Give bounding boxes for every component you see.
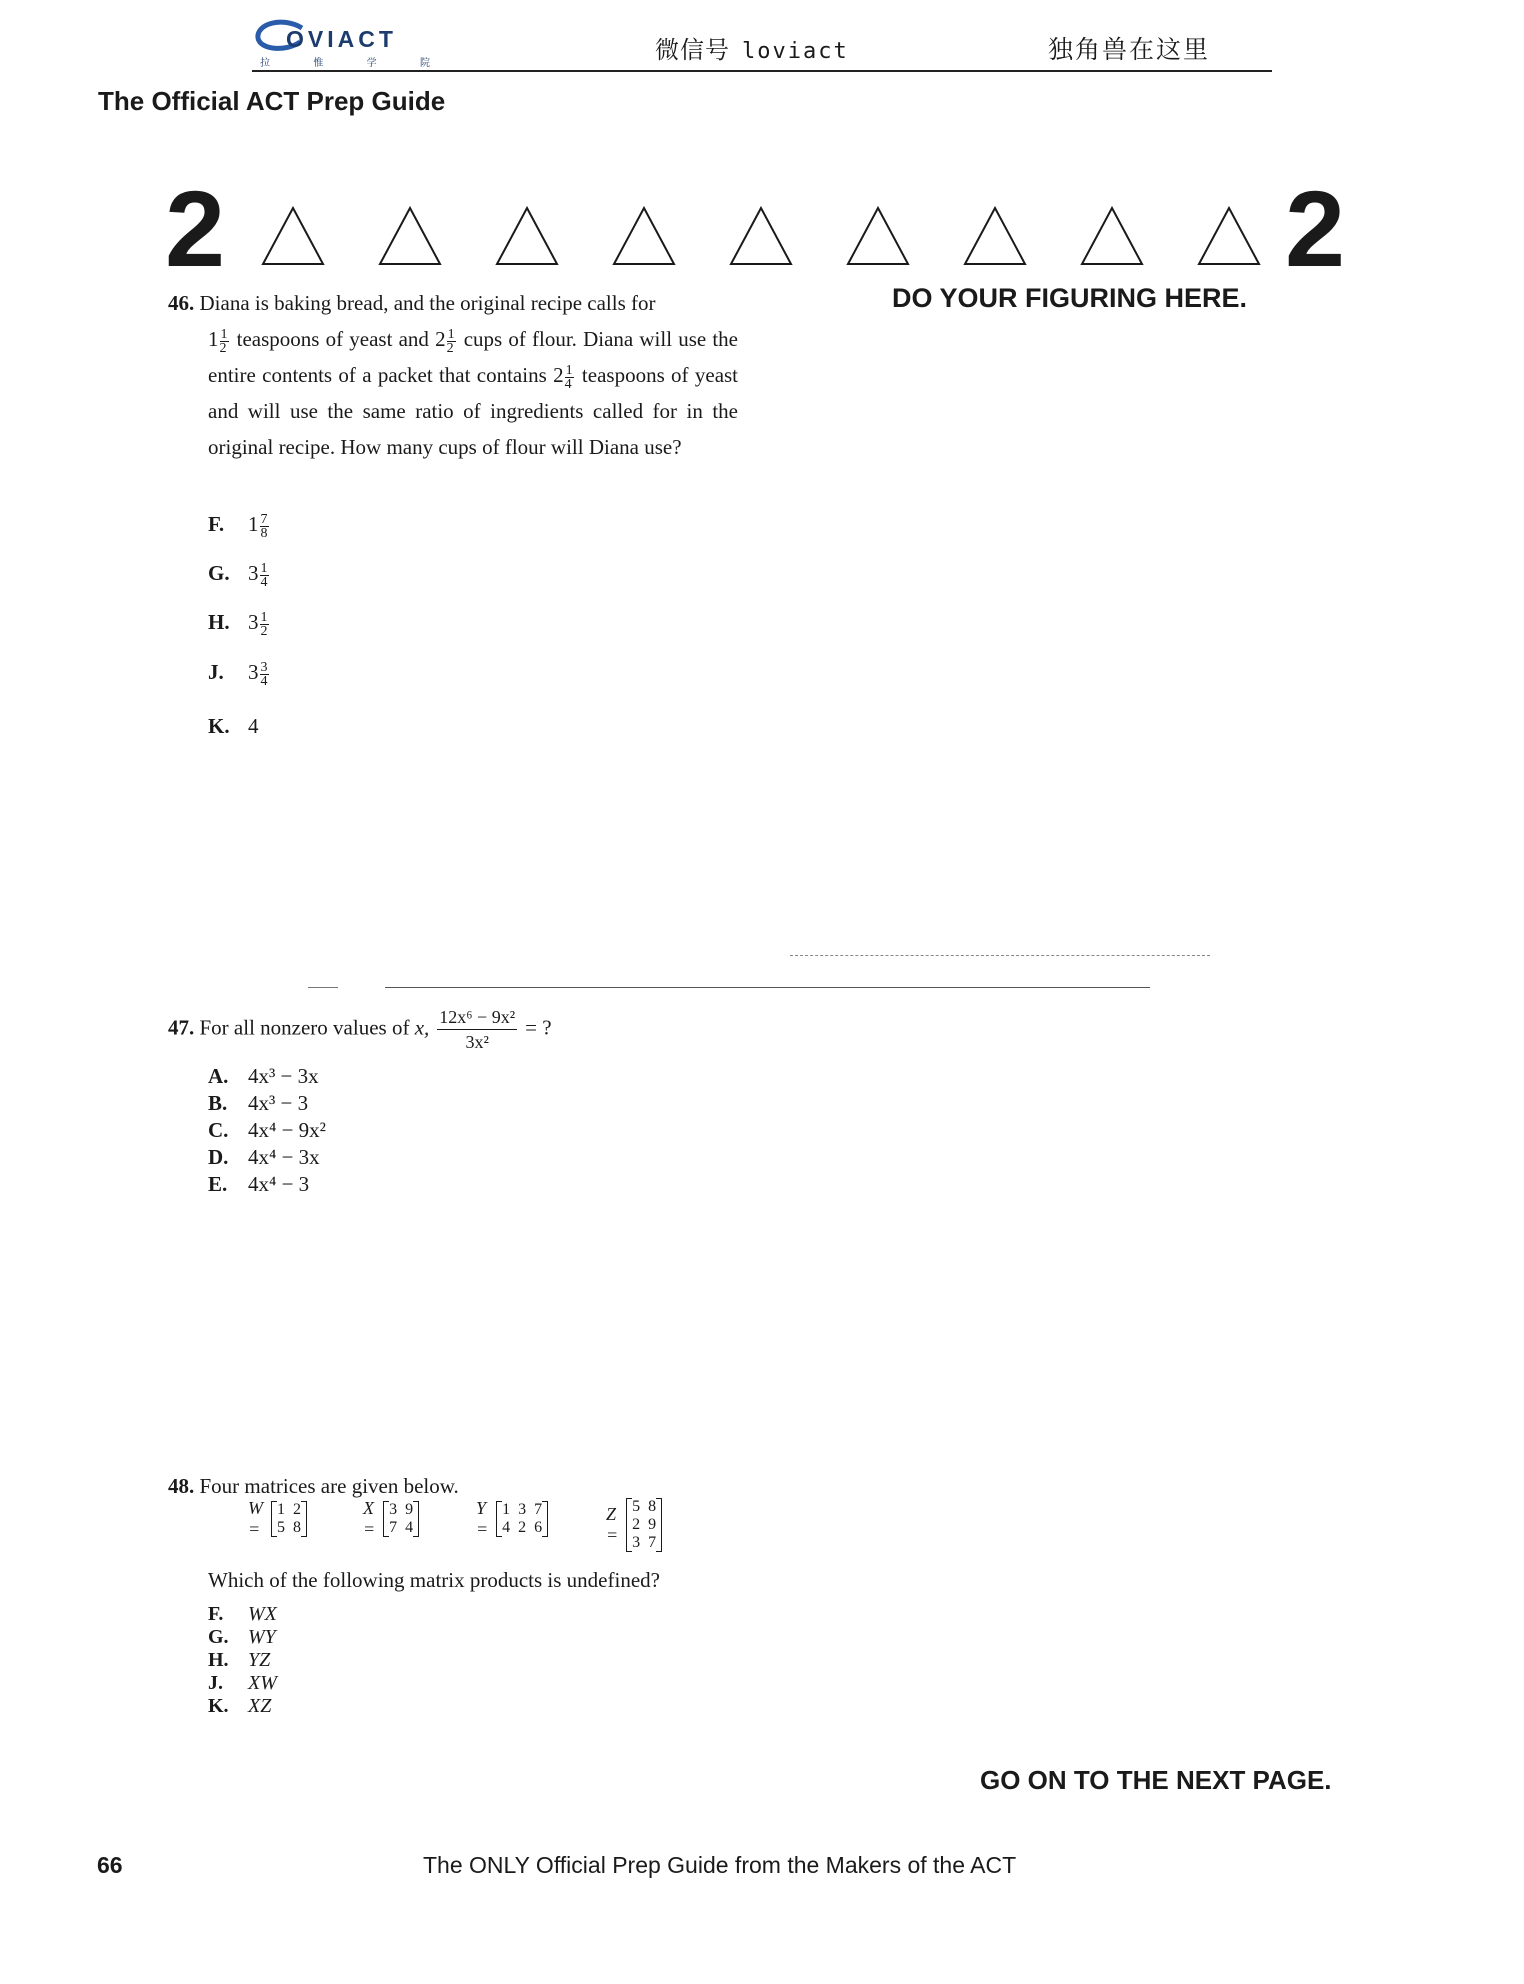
logo-subtitle: 拉 惟 学 院 (260, 58, 430, 69)
question-divider (385, 987, 1150, 988)
answer-choice[interactable]: K. 4 (208, 714, 259, 738)
answer-choice[interactable]: J. XW (208, 1672, 277, 1694)
matrix-z: Z = 5 8 2 9 3 7 (606, 1498, 662, 1552)
matrix-x: X = 3 9 7 4 (363, 1498, 419, 1540)
matrix-cell: 8 (293, 1519, 301, 1536)
question-number: 46. (168, 291, 195, 315)
header-rule (252, 70, 1272, 72)
fraction: $\frac{1}{2}$ (446, 326, 455, 356)
answer-choice[interactable]: C. 4x⁴ − 9x² (208, 1118, 326, 1142)
fraction: $\frac{1}{4}$ (564, 362, 573, 392)
answer-choice[interactable]: K. XZ (208, 1695, 272, 1717)
section-number-left: 2 (165, 168, 226, 289)
matrix-w: W = 1 2 5 8 (248, 1498, 307, 1540)
divider-dotted (790, 955, 1210, 957)
answer-choice[interactable]: G. WY (208, 1626, 276, 1648)
question-48-instruction: Which of the following matrix products is undefined? (208, 1568, 660, 1592)
matrix-grid (626, 1498, 662, 1552)
answer-choice[interactable]: F. WX (208, 1603, 277, 1625)
fraction: $\frac{1}{2}$ (219, 326, 228, 356)
question-48: 48. Four matrices are given below. (168, 1474, 459, 1498)
triangle-row (255, 200, 1275, 272)
question-number: 48. (168, 1474, 195, 1498)
wechat-id: 微信号 loviact (655, 36, 849, 64)
triangle-icon (965, 208, 1025, 264)
matrix-cell: 7 (648, 1534, 657, 1551)
matrix-cell: 4 (405, 1519, 414, 1536)
divider-dash (308, 987, 338, 988)
matrix-cell: 3 (518, 1501, 527, 1518)
triangle-icon (263, 208, 323, 264)
matrix-cell: 6 (534, 1519, 543, 1536)
answer-choice[interactable]: F. 1 $\frac{7}{8}$ (208, 511, 268, 541)
triangle-icon (1082, 208, 1142, 264)
matrix-cell: 2 (518, 1519, 527, 1536)
page-number: 66 (97, 1852, 123, 1878)
logo-wordmark: OVIACT (286, 26, 397, 52)
answer-choice[interactable]: G. 3 $\frac{1}{4}$ (208, 560, 268, 590)
brand-logo (250, 18, 440, 72)
answer-choice[interactable]: H. 3 $\frac{1}{2}$ (208, 609, 268, 639)
matrix-cell: 1 (502, 1501, 511, 1518)
matrix-cell: 7 (389, 1519, 398, 1536)
section-number-right: 2 (1285, 168, 1346, 289)
header-slogan: 独角兽在这里 (1048, 35, 1211, 64)
matrix-cell: 7 (534, 1501, 543, 1518)
answer-choice[interactable]: D. 4x⁴ − 3x (208, 1145, 320, 1169)
matrix-cell: 2 (632, 1516, 641, 1533)
figuring-note: DO YOUR FIGURING HERE. (892, 283, 1248, 313)
expression-fraction: $\frac{\text{12x⁶ − 9x²}}{\text{3x²}}$ (439, 1007, 516, 1052)
triangle-icon (614, 208, 674, 264)
triangle-icon (848, 208, 908, 264)
matrix-cell: 2 (293, 1501, 301, 1518)
matrix-cell: 9 (648, 1516, 657, 1533)
guide-title: The Official ACT Prep Guide (98, 86, 446, 116)
question-47: 47. For all nonzero values of x, $\frac{\text{12x⁶ − 9x²}}{\text{3x²}}$ = ? (168, 1007, 552, 1052)
answer-choice[interactable]: J. 3 $\frac{3}{4}$ (208, 659, 268, 689)
matrix-grid (383, 1501, 419, 1537)
matrix-cell: 3 (389, 1501, 398, 1518)
footer-tagline: The ONLY Official Prep Guide from the Makers of the ACT (423, 1852, 1017, 1878)
next-page-note: GO ON TO THE NEXT PAGE. (980, 1765, 1332, 1795)
question-46: 46. Diana is baking bread, and the original recipe calls for 1 $\frac{1}{2}$ teaspoons of yeast and 2 $\frac{1}{2}$ cups of flour. Diana will use the entire contents of a packet that contains 2 $\frac{1}{4}$ teaspoons of yeast and will use the same ratio of ingredients called for in the original recipe. How many cups of flour will Diana use? (168, 291, 739, 459)
answer-choice[interactable]: E. 4x⁴ − 3 (208, 1172, 310, 1196)
matrix-cell: 1 (277, 1501, 285, 1518)
question-number: 47. (168, 1015, 195, 1040)
matrix-grid (271, 1501, 307, 1537)
matrix-cell: 8 (648, 1498, 657, 1515)
answer-choice[interactable]: A. 4x³ − 3x (208, 1064, 319, 1088)
matrix-grid (496, 1501, 548, 1537)
triangle-icon (380, 208, 440, 264)
triangle-icon (497, 208, 557, 264)
matrix-y: Y = 1 3 7 4 2 6 (476, 1498, 548, 1540)
matrix-cell: 5 (277, 1519, 285, 1536)
matrix-cell: 9 (405, 1501, 414, 1518)
triangle-icon (1199, 208, 1259, 264)
matrix-cell: 5 (632, 1498, 641, 1515)
triangle-icon (731, 208, 791, 264)
answer-choice[interactable]: H. YZ (208, 1649, 271, 1671)
answer-choice[interactable]: B. 4x³ − 3 (208, 1091, 309, 1115)
matrix-cell: 3 (632, 1534, 641, 1551)
matrix-cell: 4 (502, 1519, 511, 1536)
